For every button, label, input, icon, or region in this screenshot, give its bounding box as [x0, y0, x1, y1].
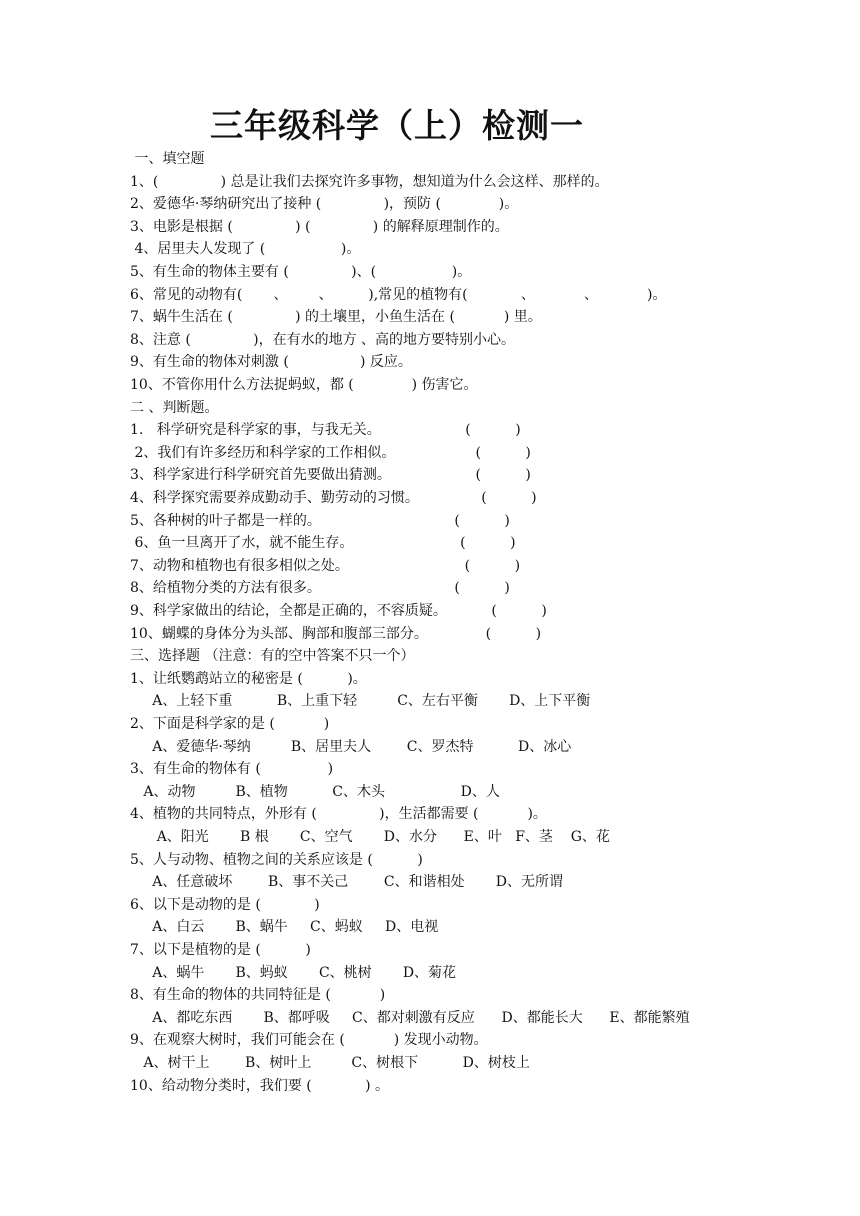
- text-line: 4、科学探究需要养成勤动手、勤劳动的习惯。 ( ): [130, 490, 537, 506]
- text-line: 1、让纸鹦鹉站立的秘密是 ( )。: [130, 670, 367, 687]
- text-line: 一、填空题: [130, 151, 205, 167]
- text-line: A、蜗牛 B、蚂蚁 C、桃树 D、菊花: [130, 964, 457, 981]
- text-line: 8、给植物分类的方法有很多。 ( ): [130, 580, 510, 597]
- text-line: A、爱德华·琴纳 B、居里夫人 C、罗杰特 D、冰心: [130, 738, 572, 755]
- text-line: A、动物 B、植物 C、木头 D、人: [130, 783, 500, 800]
- text-line: A、白云 B、蜗牛 C、蚂蚁 D、电视: [130, 919, 439, 936]
- text-line: 5、人与动物、植物之间的关系应该是 ( ): [130, 851, 423, 868]
- text-line: A、阳光 B 根 C、空气 D、水分 E、叶 F、茎 G、花: [130, 829, 610, 845]
- text-line: 3、电影是根据 ( ) ( ) 的解释原理制作的。: [130, 218, 509, 235]
- text-line: 5、各种树的叶子都是一样的。 ( ): [130, 512, 510, 529]
- text-line: 3、科学家进行科学研究首先要做出猜测。 ( ): [130, 467, 531, 484]
- text-line: 9、科学家做出的结论，全都是正确的，不容质疑。 ( ): [130, 603, 547, 619]
- text-line: 7、以下是植物的是 ( ): [130, 942, 311, 958]
- text-line: 10、不管你用什么方法捉蚂蚁，都 ( ) 伤害它。: [130, 377, 478, 393]
- text-line: A、任意破坏 B、事不关己 C、和谐相处 D、无所谓: [130, 874, 563, 891]
- text-line: 6、鱼一旦离开了水，就不能生存。 ( ): [130, 535, 516, 552]
- text-line: 5、有生命的物体主要有 ( )、( )。: [130, 264, 472, 280]
- text-line: A、都吃东西 B、都呼吸 C、都对刺激有反应 D、都能长大 E、都能繁殖: [130, 1009, 690, 1026]
- text-line: 2、爱德华·琴纳研究出了接种 ( )，预防 ( )。: [130, 196, 519, 213]
- text-line: 4、植物的共同特点，外形有 ( )，生活都需要 ( )。: [130, 806, 547, 823]
- text-line: 2、下面是科学家的是 ( ): [130, 716, 330, 732]
- text-line: 9、在观察大树时，我们可能会在 ( ) 发现小动物。: [130, 1032, 488, 1049]
- text-line: 二 、判断题。: [130, 399, 219, 416]
- text-line: 1、( ) 总是让我们去探究许多事物，想知道为什么会这样、那样的。: [130, 173, 609, 190]
- text-line: 3、有生命的物体有 ( ): [130, 761, 334, 778]
- page-title: 三年级科学（上）检测一: [210, 106, 584, 145]
- text-line: 6、以下是动物的是 ( ): [130, 896, 320, 913]
- text-line: 7、蜗牛生活在 ( ) 的土壤里，小鱼生活在 ( ) 里。: [130, 309, 542, 326]
- text-line: 8、有生命的物体的共同特征是 ( ): [130, 987, 386, 1004]
- text-line: 2、我们有许多经历和科学家的工作相似。 ( ): [130, 444, 531, 461]
- text-line: 6、常见的动物有( 、 、 ),常见的植物有( 、 、 )。: [130, 286, 667, 303]
- text-line: A、树干上 B、树叶上 C、树根下 D、树枝上: [130, 1055, 530, 1071]
- text-line: 10、给动物分类时，我们要 ( ) 。: [130, 1077, 390, 1094]
- text-line: 10、蝴蝶的身体分为头部、胸部和腹部三部分。 ( ): [130, 625, 542, 642]
- text-line: 三、选择题 （注意：有的空中答案不只一个）: [130, 648, 415, 665]
- text-line: A、上轻下重 B、上重下轻 C、左右平衡 D、上下平衡: [130, 693, 591, 710]
- text-line: 9、有生命的物体对刺激 ( ) 反应。: [130, 354, 412, 371]
- text-line: 1. 科学研究是科学家的事，与我无关。 ( ): [130, 422, 521, 439]
- text-line: 4、居里夫人发现了 ( )。: [130, 241, 361, 258]
- text-line: 8、注意 ( )，在有水的地方 、高的地方要特别小心。: [130, 331, 516, 348]
- text-line: 7、动物和植物也有很多相似之处。 ( ): [130, 557, 521, 574]
